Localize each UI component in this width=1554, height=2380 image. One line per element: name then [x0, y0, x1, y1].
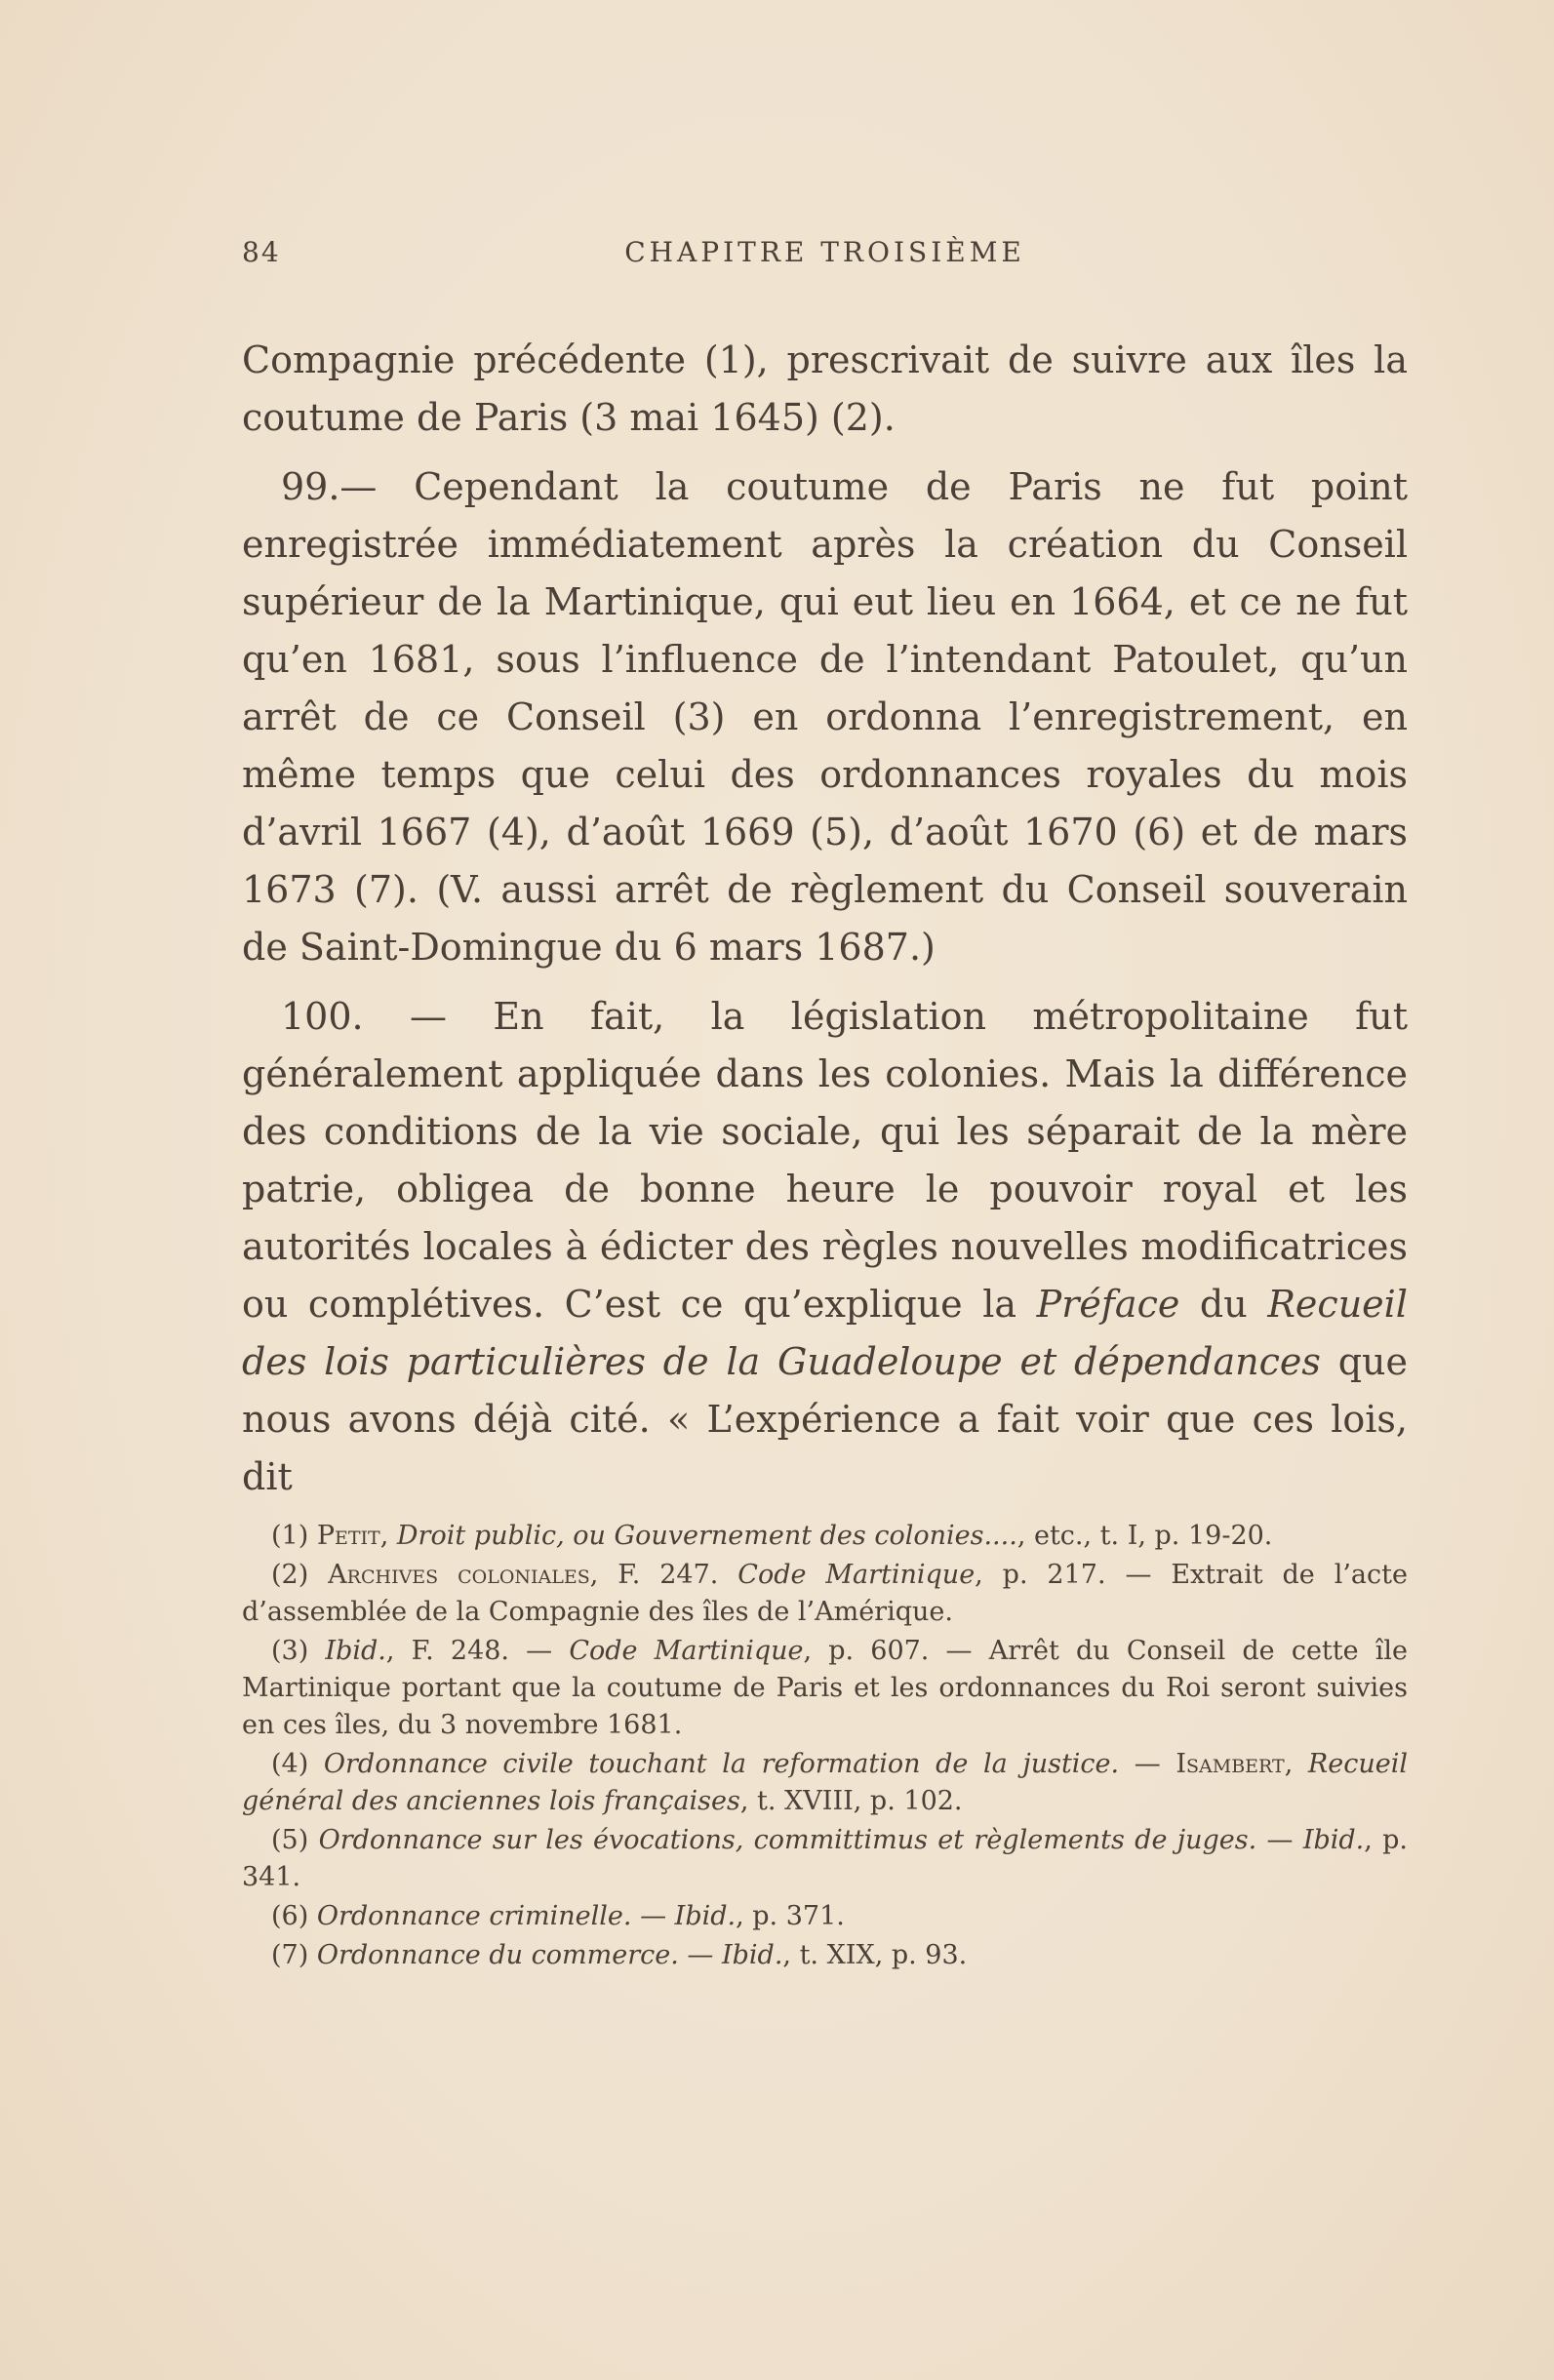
- footnote-code-title: Code Martinique: [737, 1560, 976, 1590]
- footnote-ref: , F. 248. —: [385, 1636, 553, 1666]
- footnote-number: (6): [271, 1901, 309, 1931]
- paragraph-99: 99.— Cependant la coutume de Paris ne fut point enregistrée immédiatement après la création du Conseil supérieur de la Martinique, qui eut lieu en 1664, et ce ne fut qu’en 1681, sous l’influence de l’intendant Patoulet, qu’un arrêt de ce Conseil (3) en ordonna l’enregistrement, en même temps que celui des ordonnances royales du mois d’avril 1667 (4), d’août 1669 (5), d’août 1670 (6) et de mars 1673 (7). (V. aussi arrêt de règlement du Conseil souverain de Saint-Domingue du 6 mars 1687.): [242, 465, 1408, 969]
- paragraph-100: [242, 988, 1408, 1506]
- footnote-rest: , t. XVIII, p. 102.: [739, 1786, 963, 1816]
- recueil-title: Recueil des lois particulières de la Guadeloupe et dépendances: [242, 1283, 1408, 1383]
- footnote-title: Ordonnance du commerce.: [316, 1940, 679, 1970]
- footnote-ref: , etc., t. I, p. 19-20.: [1016, 1521, 1273, 1551]
- footnote-ibid: Ibid.: [325, 1636, 386, 1666]
- footnote-author: Petit: [316, 1521, 380, 1551]
- footnote-rest: , p. 217. — Extrait de l’acte d’assemblée de la Compagnie des îles de l’Amérique.: [242, 1560, 1408, 1627]
- footnote-2: [242, 1557, 1408, 1631]
- footnote-title: Droit public, ou Gouvernement des colonies....: [396, 1521, 1017, 1551]
- footnote-number: (1): [271, 1521, 309, 1551]
- footnote-4: (4) Ordonnance civile touchant la reformation de la justice. — Isambert, Recueil général des anciennes lois françaises, t. XVIII, p. 102.: [242, 1749, 1408, 1816]
- footnote-code-title: Code Martinique: [569, 1636, 804, 1666]
- footnote-dash: —: [1119, 1749, 1176, 1779]
- footnote-number: (2): [271, 1560, 309, 1590]
- footnote-1: (1) Petit, Droit public, ou Gouvernement des colonies...., etc., t. I, p. 19-20.: [271, 1521, 1273, 1551]
- footnote-dash: —: [678, 1940, 722, 1970]
- paragraph-continuation: Compagnie précédente (1), prescrivait de suivre aux îles la coutume de Paris (3 mai 1645) (2).: [242, 338, 1408, 439]
- footnote-3: [242, 1633, 1408, 1744]
- footnote-ibid: Ibid.: [721, 1940, 783, 1970]
- footnote-number: (3): [271, 1636, 309, 1666]
- footnote-author: Isambert: [1175, 1749, 1285, 1779]
- footnote-number: (4): [271, 1749, 309, 1779]
- footnote-6: [242, 1898, 1408, 1935]
- body-text: [242, 332, 1408, 1518]
- footnote-work: Recueil général des anciennes lois françaises: [242, 1749, 1408, 1816]
- footnote-ref: , F. 247.: [589, 1560, 719, 1590]
- paragraph-100-du: du: [1199, 1283, 1248, 1326]
- page-number: 84: [242, 236, 281, 268]
- footnote-ibid: Ibid.: [674, 1901, 737, 1931]
- footnote-ibid: Ibid.: [1302, 1825, 1365, 1855]
- footnote-title: Ordonnance civile touchant la reformation de la justice.: [323, 1749, 1120, 1779]
- footnote-rest: , p. 341.: [242, 1825, 1409, 1892]
- preface-title: Préface: [1036, 1283, 1180, 1326]
- footnote-rest: , p. 607. — Arrêt du Conseil de cette île Martinique portant que la coutume de Paris et les ordonnances du Roi seront suivies en ces îles, du 3 novembre 1681.: [242, 1636, 1409, 1740]
- paragraph-100-text: 100. — En fait, la législation métropolitaine fut généralement appliquée dans les colonies. Mais la différence des conditions de la vie sociale, qui les séparait de la mère patrie, obligea de bonne heure le pouvoir royal et les autorités locales à édicter des règles nouvelles modificatrices ou complétives. C’est ce qu’explique la: [242, 995, 1408, 1326]
- footnote-archives: Archives coloniales: [328, 1560, 590, 1590]
- footnote-5: [242, 1822, 1408, 1896]
- footnote-dash: —: [1256, 1825, 1303, 1855]
- footnote-dash: —: [631, 1901, 675, 1931]
- footnote-7: [242, 1937, 1408, 1974]
- footnotes: [242, 1518, 1408, 1976]
- footnote-number: (5): [271, 1825, 309, 1855]
- footnote-number: (7): [271, 1940, 309, 1970]
- footnote-title: Ordonnance sur les évocations, committimus et règlements de juges.: [318, 1825, 1257, 1855]
- chapter-title: CHAPITRE TROISIÈME: [624, 236, 1025, 268]
- footnote-title: Ordonnance criminelle.: [316, 1901, 632, 1931]
- footnote-rest: , t. XIX, p. 93.: [782, 1940, 968, 1970]
- paragraph-100-end: que nous avons déjà cité. « L’expérience a fait voir que ces lois, dit: [242, 1340, 1408, 1498]
- footnote-rest: , p. 371.: [736, 1901, 845, 1931]
- running-head: [242, 236, 1408, 275]
